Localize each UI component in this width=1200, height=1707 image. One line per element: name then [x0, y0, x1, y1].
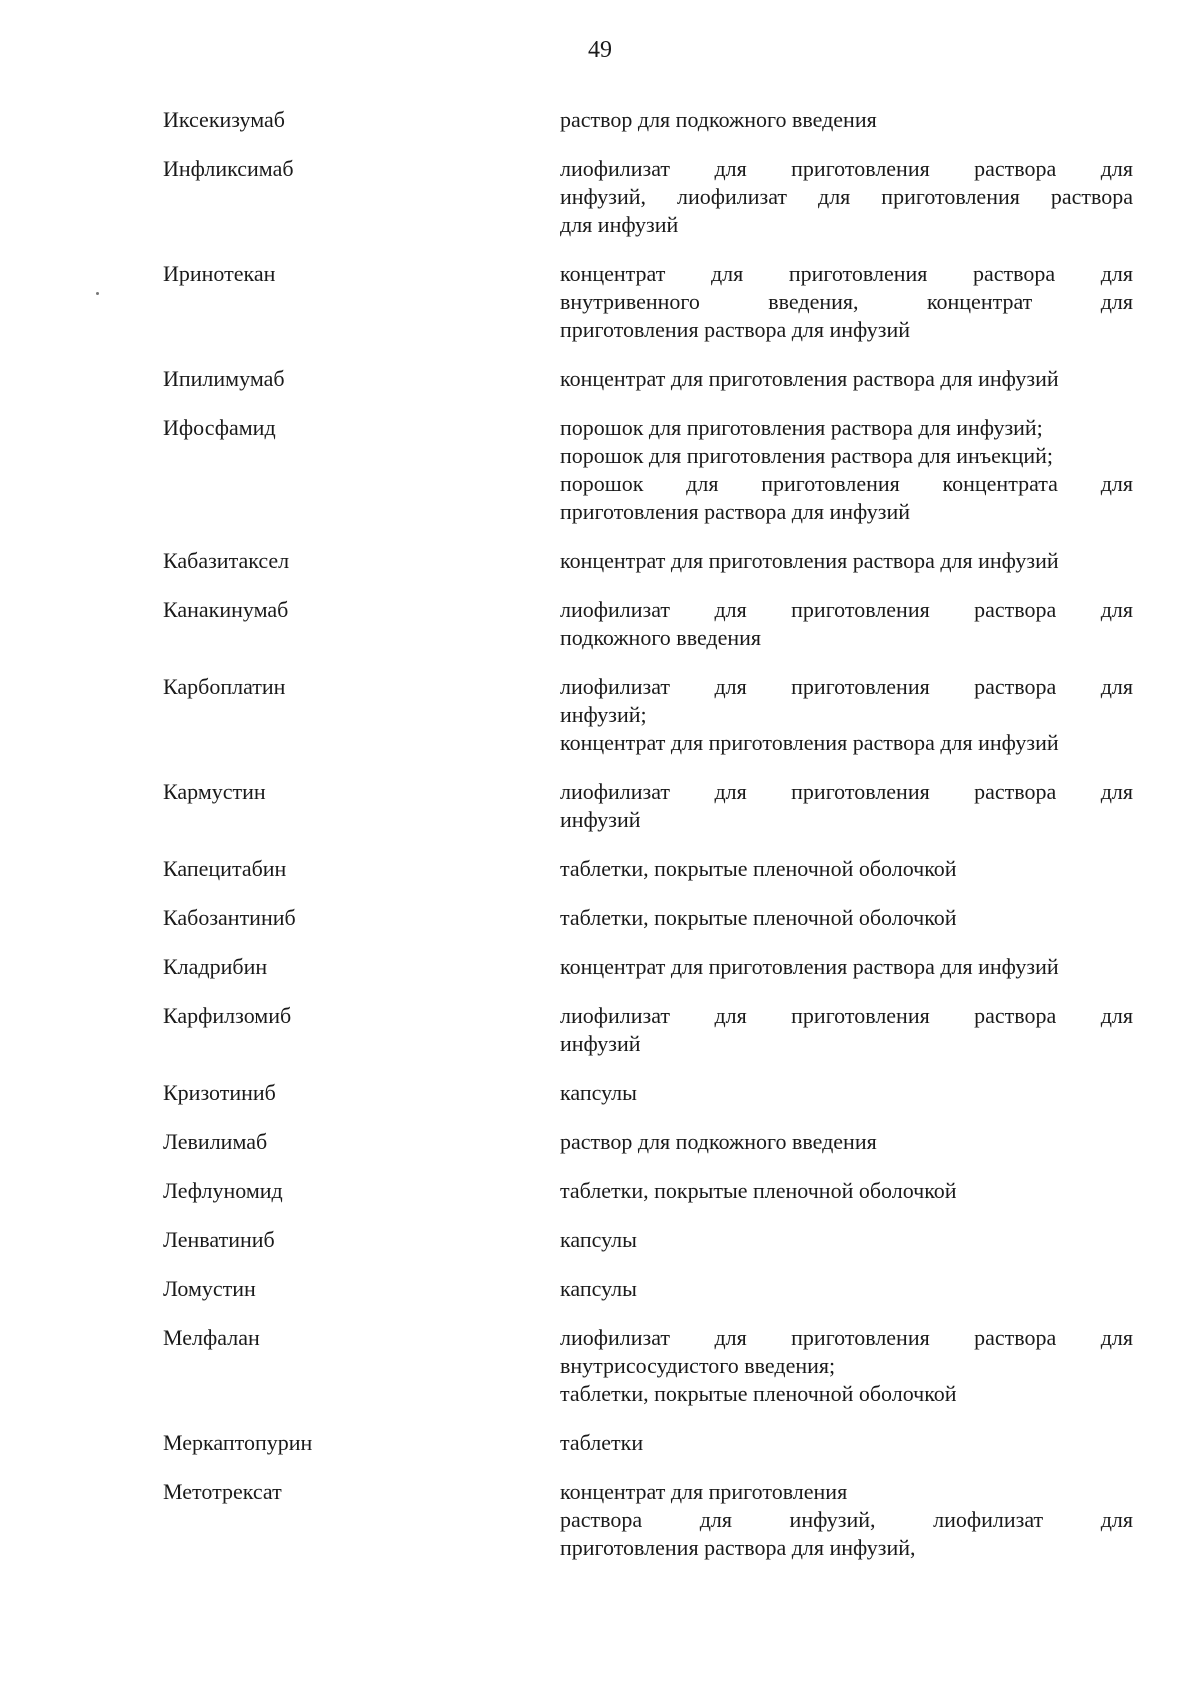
drug-list — [163, 106, 1133, 1583]
dosage-form-line: лиофилизат для приготовления раствора для — [560, 1325, 1133, 1350]
dosage-form-line: внутрисосудистого введения; — [560, 1353, 836, 1378]
dosage-form-line: порошок для приготовления концентрата для — [560, 471, 1133, 496]
dosage-forms — [560, 953, 1133, 981]
drug-name: Иксекизумаб — [163, 107, 285, 132]
drug-name: Карбоплатин — [163, 674, 286, 699]
drug-name: Кабазитаксел — [163, 548, 290, 573]
dosage-form-line: лиофилизат для приготовления раствора для — [560, 156, 1133, 181]
drug-entry — [163, 547, 1133, 575]
drug-name: Кризотиниб — [163, 1080, 276, 1105]
drug-entry — [163, 1478, 1133, 1562]
dosage-form-line: инфузий — [560, 1031, 641, 1056]
dosage-form-line: инфузий; — [560, 702, 647, 727]
drug-entry — [163, 1002, 1133, 1058]
dosage-form-line: приготовления раствора для инфузий — [560, 317, 910, 342]
dosage-forms — [560, 673, 1133, 757]
dosage-form-line: таблетки — [560, 1430, 644, 1455]
scan-speck — [96, 292, 99, 295]
dosage-form-line: концентрат для приготовления раствора для инфузий — [560, 730, 1059, 755]
drug-entry — [163, 414, 1133, 526]
dosage-forms — [560, 904, 1133, 932]
drug-name: Карфилзомиб — [163, 1003, 292, 1028]
dosage-form-line: концентрат для приготовления раствора для инфузий — [560, 548, 1059, 573]
dosage-forms — [560, 365, 1133, 393]
dosage-form-line: капсулы — [560, 1276, 637, 1301]
dosage-form-line: лиофилизат для приготовления раствора для — [560, 674, 1133, 699]
drug-entry — [163, 1128, 1133, 1156]
drug-name: Ленватиниб — [163, 1227, 275, 1252]
dosage-forms — [560, 1429, 1133, 1457]
drug-entry — [163, 596, 1133, 652]
dosage-forms — [560, 547, 1133, 575]
drug-name: Лефлуномид — [163, 1178, 283, 1203]
drug-name: Ифосфамид — [163, 415, 276, 440]
dosage-form-line: приготовления раствора для инфузий, — [560, 1535, 916, 1560]
dosage-form-line: концентрат для приготовления раствора для инфузий — [560, 954, 1059, 979]
dosage-forms — [560, 155, 1133, 239]
drug-entry — [163, 778, 1133, 834]
dosage-forms — [560, 1079, 1133, 1107]
dosage-form-line: раствора для инфузий, лиофилизат для — [560, 1507, 1133, 1532]
dosage-forms — [560, 1275, 1133, 1303]
dosage-form-line: капсулы — [560, 1080, 637, 1105]
drug-entry — [163, 855, 1133, 883]
drug-entry — [163, 260, 1133, 344]
dosage-forms — [560, 855, 1133, 883]
dosage-forms — [560, 1226, 1133, 1254]
dosage-forms — [560, 1324, 1133, 1408]
dosage-forms — [560, 1002, 1133, 1058]
drug-entry — [163, 1275, 1133, 1303]
dosage-form-line: раствор для подкожного введения — [560, 107, 877, 132]
dosage-forms — [560, 778, 1133, 834]
drug-entry — [163, 365, 1133, 393]
drug-name: Метотрексат — [163, 1479, 282, 1504]
dosage-form-line: приготовления раствора для инфузий — [560, 499, 910, 524]
drug-entry — [163, 1177, 1133, 1205]
drug-name: Капецитабин — [163, 856, 287, 881]
dosage-form-line: внутривенного введения, концентрат для — [560, 289, 1133, 314]
drug-entry — [163, 673, 1133, 757]
dosage-form-line: таблетки, покрытые пленочной оболочкой — [560, 1381, 957, 1406]
drug-entry — [163, 155, 1133, 239]
dosage-forms — [560, 260, 1133, 344]
dosage-form-line: таблетки, покрытые пленочной оболочкой — [560, 905, 957, 930]
dosage-forms — [560, 1177, 1133, 1205]
dosage-form-line: концентрат для приготовления раствора для инфузий — [560, 366, 1059, 391]
dosage-forms — [560, 1128, 1133, 1156]
drug-name: Ипилимумаб — [163, 366, 285, 391]
dosage-form-line: раствор для подкожного введения — [560, 1129, 877, 1154]
page-number: 49 — [588, 37, 612, 63]
drug-entry — [163, 106, 1133, 134]
dosage-form-line: концентрат для приготовления раствора для — [560, 261, 1133, 286]
drug-entry — [163, 1324, 1133, 1408]
drug-name: Иринотекан — [163, 261, 276, 286]
drug-entry — [163, 1226, 1133, 1254]
drug-name: Левилимаб — [163, 1129, 268, 1154]
drug-name: Инфликсимаб — [163, 156, 294, 181]
dosage-form-line: лиофилизат для приготовления раствора для — [560, 1003, 1133, 1028]
dosage-forms — [560, 1478, 1133, 1562]
drug-name: Канакинумаб — [163, 597, 289, 622]
drug-name: Мелфалан — [163, 1325, 260, 1350]
dosage-form-line: таблетки, покрытые пленочной оболочкой — [560, 856, 957, 881]
dosage-form-line: для инфузий — [560, 212, 679, 237]
dosage-form-line: порошок для приготовления раствора для инфузий; — [560, 415, 1043, 440]
drug-name: Кармустин — [163, 779, 266, 804]
dosage-form-line: инфузий, лиофилизат для приготовления раствора — [560, 184, 1133, 209]
drug-name: Ломустин — [163, 1276, 256, 1301]
drug-entry — [163, 904, 1133, 932]
dosage-form-line: подкожного введения — [560, 625, 762, 650]
dosage-form-line: лиофилизат для приготовления раствора для — [560, 597, 1133, 622]
drug-entry — [163, 1429, 1133, 1457]
dosage-forms — [560, 414, 1133, 526]
drug-name: Кабозантиниб — [163, 905, 296, 930]
dosage-form-line: капсулы — [560, 1227, 637, 1252]
drug-name: Кладрибин — [163, 954, 268, 979]
drug-entry — [163, 953, 1133, 981]
drug-entry — [163, 1079, 1133, 1107]
dosage-forms — [560, 106, 1133, 134]
dosage-form-line: лиофилизат для приготовления раствора для — [560, 779, 1133, 804]
drug-name: Меркаптопурин — [163, 1430, 313, 1455]
dosage-form-line: концентрат для приготовления — [560, 1479, 848, 1504]
dosage-form-line: инфузий — [560, 807, 641, 832]
dosage-forms — [560, 596, 1133, 652]
dosage-form-line: таблетки, покрытые пленочной оболочкой — [560, 1178, 957, 1203]
dosage-form-line: порошок для приготовления раствора для инъекций; — [560, 443, 1054, 468]
